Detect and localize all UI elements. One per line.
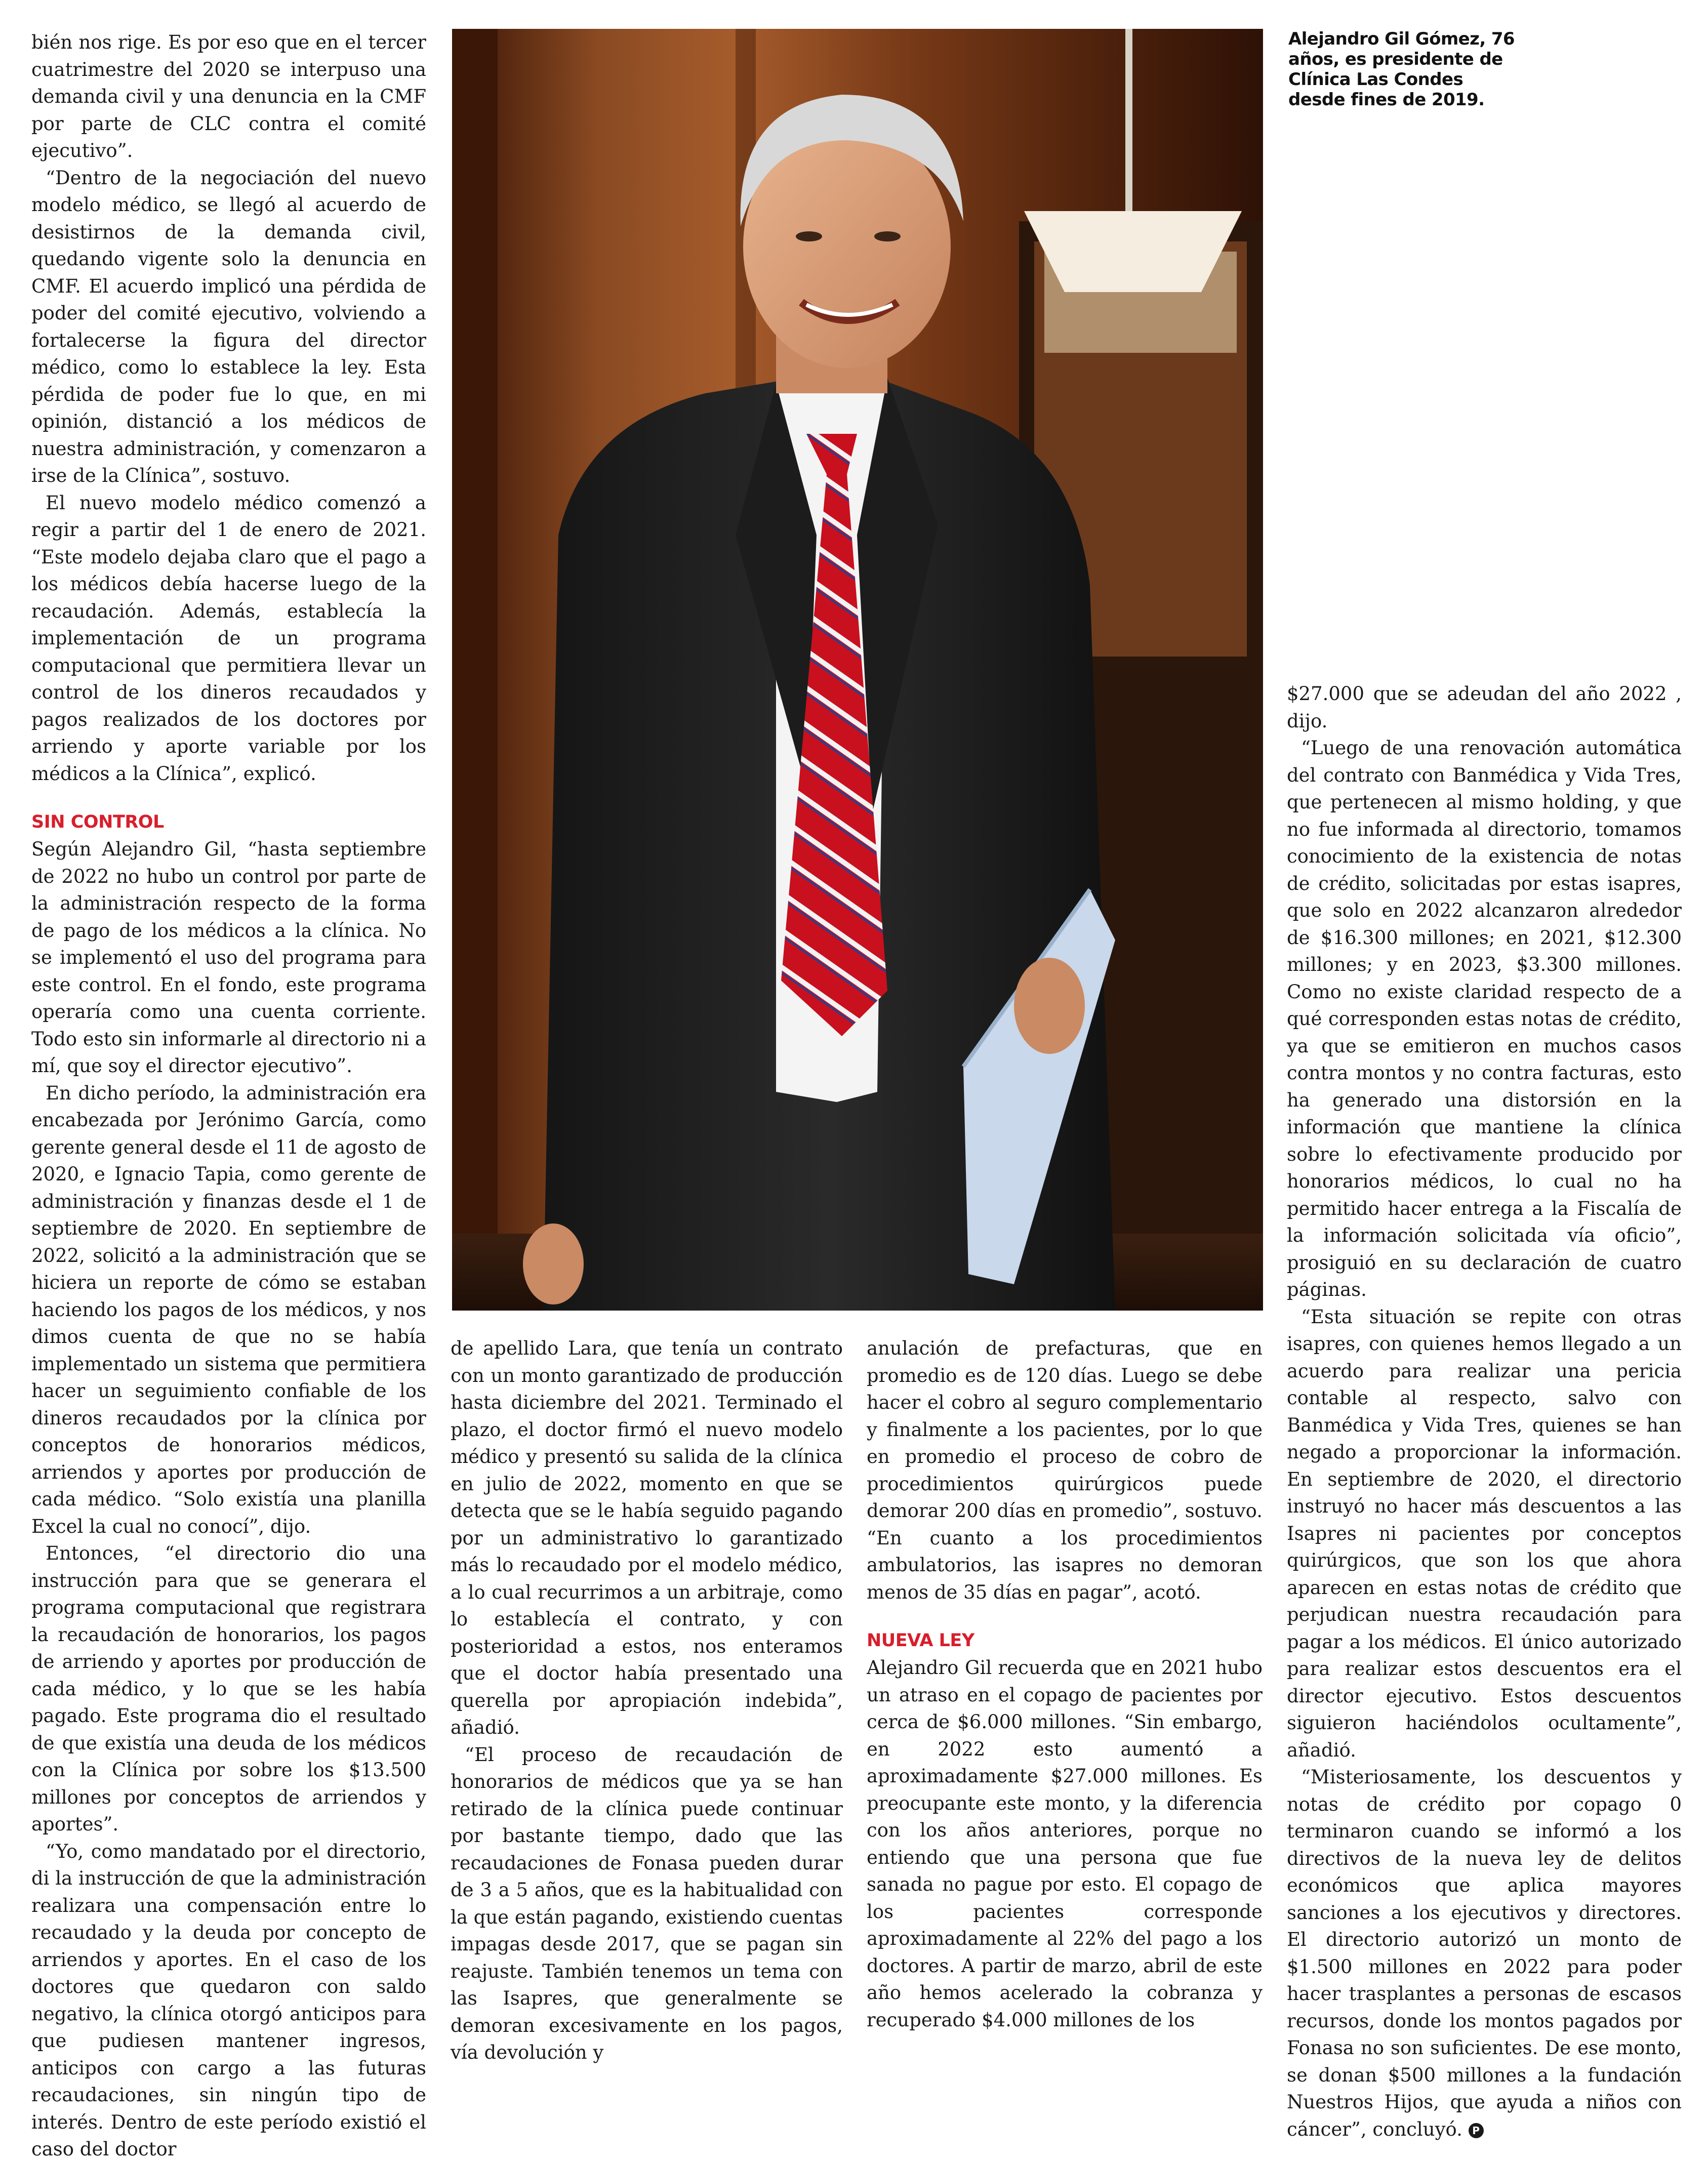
- paragraph: de apellido Lara, que tenía un contrato con un monto garantizado de producción hasta diciembre del 2021. Terminado el plazo, el doctor firmó el nuevo modelo médico y presentó su salida de la clínica en julio de 2022, momento en que se detecta que se le había seguido pagando por un administrativo lo garantizado más lo recaudado por el modelo médico, a lo cual recurrimos a un arbitraje, como lo establecía el contrato, y con posterioridad a estos, nos enteramos que el doctor había presentado una querella por apropiación indebida”, añadió.: [451, 1337, 843, 1738]
- paragraph: Entonces, “el directorio dio una instrucción para que se generara el programa computacional que registrara la recaudación de honorarios, los pagos de arriendo y aportes por producción de cada médico, y lo que se les había pagado. Este programa dio el resultado de que existía una deuda de los médicos con la Clínica por sobre los $13.500 millones por conceptos de arriendos y aportes”.: [31, 1542, 426, 1835]
- paragraph: El nuevo modelo médico comenzó a regir a partir del 1 de enero de 2021. “Este modelo dejaba claro que el pago a los médicos debía hacerse luego de la recaudación. Además, establecía la implementación de un programa computacional que permitiera llevar un control de los dineros recaudados y pagos realizados de los doctores por arriendo y aporte variable por los médicos a la Clínica”, explicó.: [31, 492, 426, 785]
- end-of-article-icon: P: [1469, 2123, 1484, 2138]
- paragraph: Según Alejandro Gil, “hasta septiembre de 2022 no hubo un control por parte de la administración respecto de la forma de pago de los médicos a la clínica. No se implementó el uso del programa para este control. En el fondo, este programa operaría como una cuenta corriente. Todo esto sin informarle al directorio ni a mí, que soy el director ejecutivo”.: [31, 838, 426, 1077]
- section-heading: NUEVA LEY: [867, 1630, 974, 1651]
- paragraph: “El proceso de recaudación de honorarios de médicos que ya se han retirado de la clínica puede continuar por bastante tiempo, dado que las recaudaciones de Fonasa pueden durar de 3 a 5 años, que es la habitualidad con la que están pagando, existiendo cuentas impagas desde 2017, que se pagan sin reajuste. También tenemos un tema con las Isapres, que generalmente se demoran excesivamente en los pagos, vía devolución y: [451, 1743, 843, 2063]
- section-heading: SIN CONTROL: [31, 812, 164, 832]
- paragraph-text: “Misteriosamente, los descuentos y notas de crédito por copago 0 terminaron cuando se informó a los directivos de la nueva ley de delitos económicos que aplica mayores sanciones a los ejecutivos y directores. El directorio autorizó un monto de $1.500 millones en 2022 para poder hacer trasplantes a personas de escasos recursos, donde los montos pagados por Fonasa no son suficientes. De ese monto, se donan $500 millones a la fundación Nuestros Hijos, que ayuda a niños con cáncer”, concluyó.: [1287, 1766, 1682, 2140]
- paragraph: En dicho período, la administración era encabezada por Jerónimo García, como gerente general desde el 11 de agosto de 2020, e Ignacio Tapia, como gerente de administración y finanzas desde el 1 de septiembre de 2020. En septiembre de 2022, solicitó a la administración que se hiciera un reporte de cómo se estaban haciendo los pagos de los médicos, y nos dimos cuenta de que no se había implementado un sistema que permitiera hacer un seguimiento confiable de los dineros recaudados por la clínica por conceptos de honorarios médicos, arriendos y aportes por producción de cada médico. “Solo existía una planilla Excel la cual no conocí”, dijo.: [31, 1082, 426, 1537]
- paragraph: $27.000 que se adeudan del año 2022 , dijo.: [1287, 683, 1682, 732]
- article-column-1: [31, 29, 426, 2163]
- portrait-photo: [452, 29, 1263, 1311]
- photo-caption: Alejandro Gil Gómez, 76 años, es presidente de Clínica Las Condes desde fines de 2019.: [1288, 29, 1515, 110]
- paragraph: “Esta situación se repite con otras isapres, con quienes hemos llegado a un acuerdo para realizar una pericia contable al respecto, salvo con Banmédica y Vida Tres, quienes se han negado a proporcionar la información. En septiembre de 2020, el directorio instruyó no hacer más descuentos a las Isapres ni pacientes por conceptos quirúrgicos, que son los que ahora aparecen en estas notas de crédito que perjudican nuestra recaudación para pagar a los médicos. El único autorizado para realizar estos descuentos era el director ejecutivo. Estos descuentos siguieron haciéndolos ocultamente”, añadió.: [1287, 1305, 1682, 1761]
- article-column-3: [867, 1335, 1263, 2033]
- portrait-illustration: [452, 29, 1263, 1311]
- paragraph: “Dentro de la negociación del nuevo modelo médico, se llegó al acuerdo de desistirnos de la demanda civil, quedando vigente solo la denuncia en CMF. El acuerdo implicó una pérdida de poder del comité ejecutivo, volviendo a fortalecerse la figura del director médico, como lo establece la ley. Esta pérdida de poder fue lo que, en mi opinión, distanció a los médicos de nuestra administración, y comenzaron a irse de la Clínica”, sostuvo.: [31, 167, 426, 486]
- paragraph: anulación de prefacturas, que en promedio es de 120 días. Luego se debe hacer el cobro al seguro complementario y finalmente a los pacientes, por lo que en promedio el proceso de cobro de procedimientos quirúrgicos puede demorar 200 días en promedio”, sostuvo. “En cuanto a los procedimientos ambulatorios, las isapres no demoran menos de 35 días en pagar”, acotó.: [867, 1337, 1263, 1603]
- article-column-4: [1287, 680, 1682, 2143]
- paragraph: [1287, 1764, 1682, 2143]
- paragraph: “Luego de una renovación automática del contrato con Banmédica y Vida Tres, que pertenecen al mismo holding, y que no fue informada al directorio, tomamos conocimiento de la existencia de notas de crédito, solicitadas por estas isapres, que solo en 2022 alcanzaron alrededor de $16.300 millones; en 2021, $12.300 millones; y en 2023, $3.300 millones. Como no existe claridad respecto de a qué corresponden estas notas de crédito, ya que se emitieron en muchos casos contra montos y no contra facturas, esto ha generado una distorsión en la información que mantiene la clínica sobre lo efectivamente producido por honorarios médicos, lo cual no ha permitido hacer entrega a la Fiscalía de la información solicitada vía oficio”, prosiguió en su declaración de cuatro páginas.: [1287, 737, 1682, 1300]
- paragraph: “Yo, como mandatado por el directorio, di la instrucción de que la administración realizara una compensación entre lo recaudado y la deuda por concepto de arriendos y aportes. En el caso de los doctores que quedaron con saldo negativo, la clínica otorgó anticipos para que pudiesen mantener ingresos, anticipos con cargo a las futuras recaudaciones, sin ningún tipo de interés. Dentro de este período existió el caso del doctor: [31, 1840, 426, 2160]
- paragraph: Alejandro Gil recuerda que en 2021 hubo un atraso en el copago de pacientes por cerca de $6.000 millones. “Sin embargo, en 2022 esto aumentó a aproximadamente $27.000 millones. Es preocupante este monto, y la diferencia con los años anteriores, porque no entiendo que una persona que fue sanada no pague por esto. El copago de los pacientes corresponde aproximadamente al 22% del pago a los doctores. A partir de marzo, abril de este año hemos acelerado la cobranza y recuperado $4.000 millones de los: [867, 1657, 1263, 2031]
- article-column-2: [451, 1335, 843, 2066]
- paragraph: bién nos rige. Es por eso que en el tercer cuatrimestre del 2020 se interpuso una demanda civil y una denuncia en la CMF por parte de CLC contra el comité ejecutivo”.: [31, 31, 426, 161]
